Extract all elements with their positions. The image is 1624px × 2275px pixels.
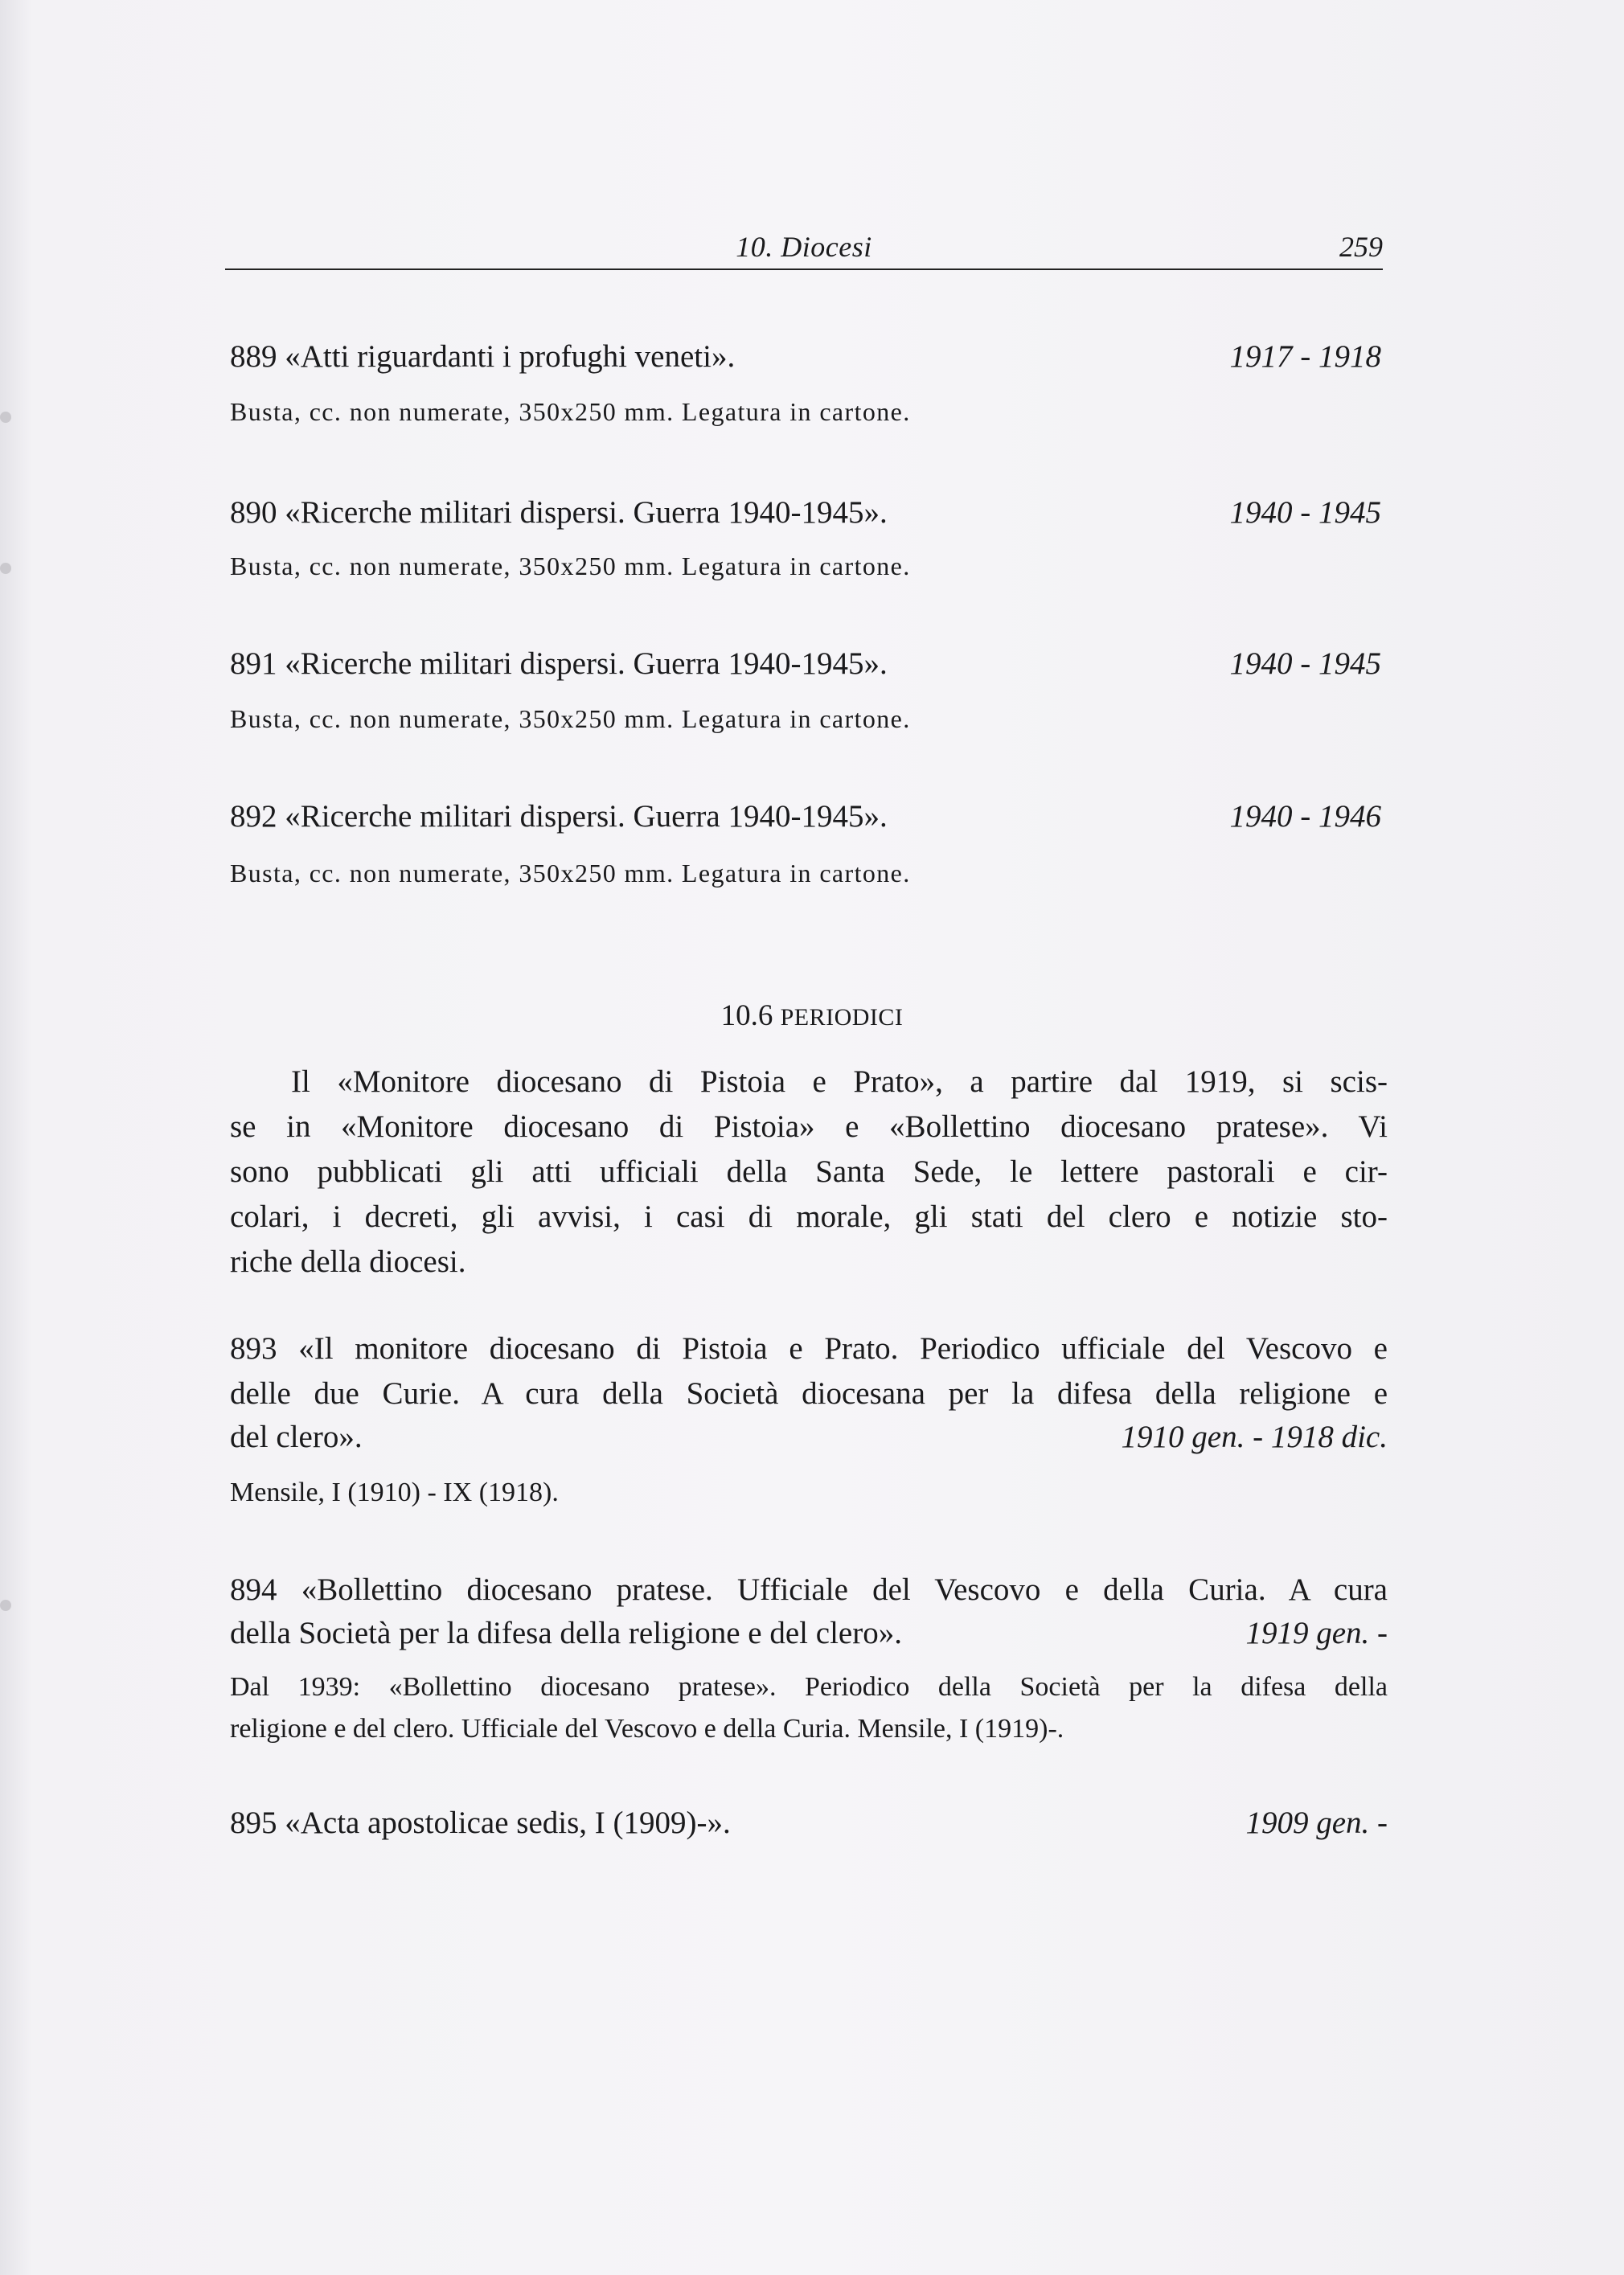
- entry-894-desc-line: religione e del clero. Ufficiale del Vescovo e della Curia. Mensile, I (1919)-.: [230, 1714, 1064, 1744]
- entry-892-desc: Busta, cc. non numerate, 350x250 mm. Legatura in cartone.: [230, 859, 911, 887]
- entry-893-desc: Mensile, I (1910) - IX (1918).: [230, 1478, 559, 1507]
- entry-889-title: [230, 336, 1381, 378]
- entry-date: 1917 - 1918: [1229, 339, 1381, 374]
- entry-895-title: [230, 1802, 1388, 1844]
- entry-title-text: 890 «Ricerche militari dispersi. Guerra 1940-1945».: [230, 495, 888, 530]
- entry-891-desc: Busta, cc. non numerate, 350x250 mm. Legatura in cartone.: [230, 704, 911, 733]
- entry-893-title-line: delle due Curie. A cura della Società diocesana per la difesa della religione e: [230, 1376, 1388, 1411]
- section-heading: [0, 998, 1624, 1033]
- entry-date: 1910 gen. - 1918 dic.: [1121, 1420, 1388, 1454]
- section-title: PERIODICI: [780, 1004, 904, 1031]
- running-title: 10. Diocesi: [736, 231, 872, 263]
- page-number: 259: [1339, 231, 1383, 263]
- intro-line: Il «Monitore diocesano di Pistoia e Prato», a partire dal 1919, si scis-: [291, 1064, 1388, 1099]
- entry-date: 1919 gen. -: [1245, 1616, 1388, 1650]
- entry-title-text: della Società per la difesa della religione e del clero».: [230, 1616, 902, 1650]
- entry-892-title: [230, 796, 1381, 838]
- intro-line: sono pubblicati gli atti ufficiali della Santa Sede, le lettere pastorali e cir-: [230, 1154, 1388, 1189]
- intro-line: colari, i decreti, gli avvisi, i casi di morale, gli stati del clero e notizie sto-: [230, 1199, 1388, 1234]
- intro-line: riche della diocesi.: [230, 1244, 466, 1279]
- binding-hole-mark: [0, 563, 11, 574]
- entry-date: 1940 - 1946: [1229, 799, 1381, 834]
- entry-date: 1940 - 1945: [1229, 495, 1381, 530]
- binding-hole-mark: [0, 1600, 11, 1611]
- entry-date: 1940 - 1945: [1229, 646, 1381, 681]
- entry-890-title: [230, 492, 1381, 534]
- entry-889-desc: Busta, cc. non numerate, 350x250 mm. Legatura in cartone.: [230, 397, 911, 426]
- entry-title-text: 891 «Ricerche militari dispersi. Guerra 1940-1945».: [230, 646, 888, 681]
- entry-893-title-line: [230, 1416, 1388, 1458]
- entry-title-text: 895 «Acta apostolicae sedis, I (1909)-».: [230, 1806, 731, 1840]
- section-number: 10.6: [720, 999, 773, 1032]
- entry-894-title-line: 894 «Bollettino diocesano pratese. Ufficiale del Vescovo e della Curia. A cura: [230, 1572, 1388, 1607]
- entry-893-title-line: 893 «Il monitore diocesano di Pistoia e Prato. Periodico ufficiale del Vescovo e: [230, 1331, 1388, 1366]
- binding-hole-mark: [0, 412, 11, 423]
- entry-title-text: 889 «Atti riguardanti i profughi veneti».: [230, 339, 736, 374]
- intro-line: se in «Monitore diocesano di Pistoia» e «Bollettino diocesano pratese». Vi: [230, 1109, 1388, 1144]
- entry-894-title-line: [230, 1613, 1388, 1654]
- entry-date: 1909 gen. -: [1245, 1806, 1388, 1840]
- entry-890-desc: Busta, cc. non numerate, 350x250 mm. Legatura in cartone.: [230, 551, 911, 580]
- entry-title-text: 892 «Ricerche militari dispersi. Guerra 1940-1945».: [230, 799, 888, 834]
- entry-title-text: del clero».: [230, 1420, 363, 1454]
- page-header: [225, 228, 1383, 270]
- entry-894-desc-line: Dal 1939: «Bollettino diocesano pratese». Periodico della Società per la difesa della: [230, 1672, 1388, 1702]
- entry-891-title: [230, 643, 1381, 685]
